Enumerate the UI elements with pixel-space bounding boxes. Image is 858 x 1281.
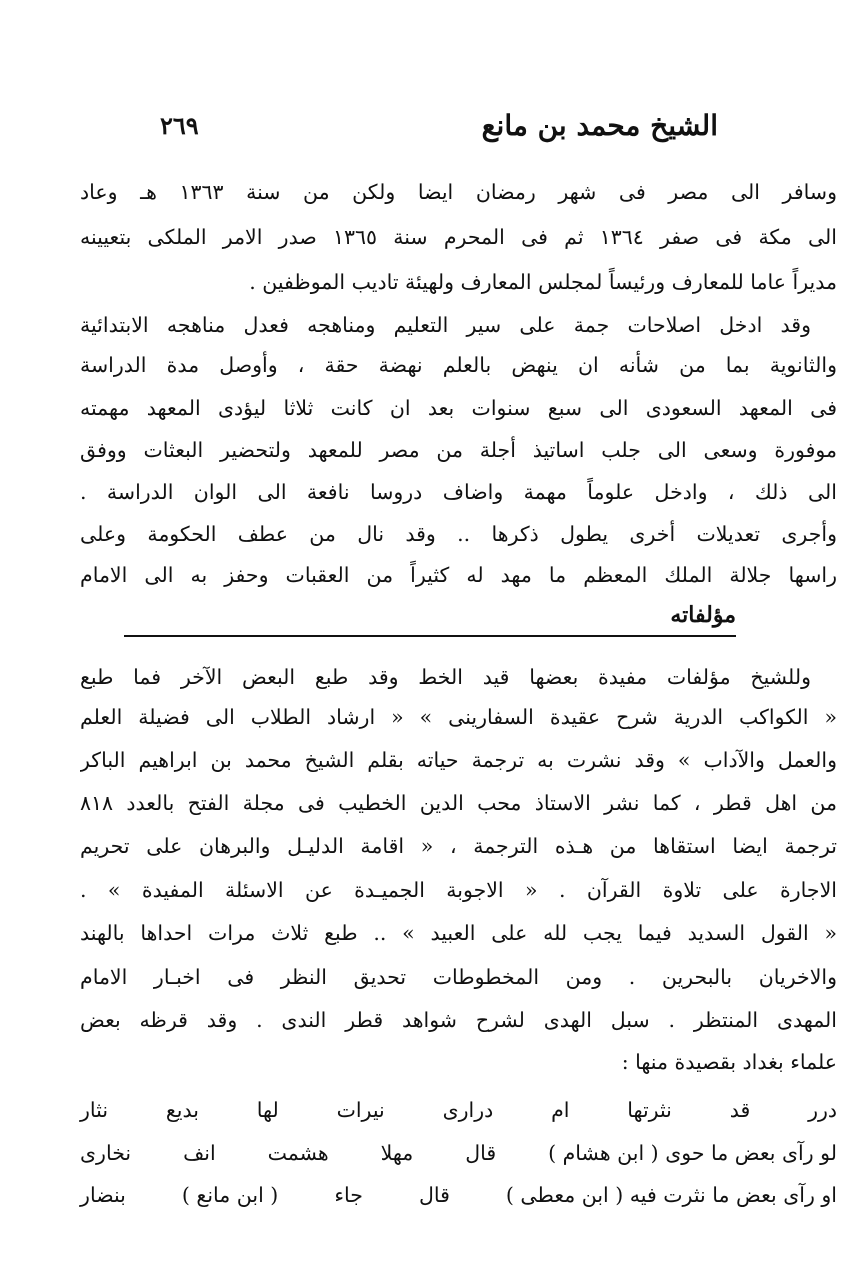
verse-word: لو رآى بعض ما حوى ( ابن هشام ) [548, 1141, 837, 1165]
verse-word: قال [465, 1141, 497, 1165]
verse-word: لها [256, 1098, 279, 1122]
verse-line [80, 1133, 837, 1173]
verse-word: بديع [165, 1098, 199, 1122]
verse-word: درارى [442, 1098, 494, 1122]
verse-word: نثرتها [627, 1098, 672, 1122]
paragraph-line: والثانوية بما من شأنه ان ينهض بالعلم نهضة حقة ، وأوصل مدة الدراسة [80, 353, 837, 377]
section-heading: مؤلفاته [670, 602, 736, 628]
verse-word: جاء [334, 1183, 363, 1207]
paragraph-line: من اهل قطر ، كما نشر الاستاذ محب الدين الخطيب فى مجلة الفتح بالعدد ٨١٨ [80, 791, 837, 815]
paragraph-line: المهدى المنتظر . سبل الهدى لشرح شواهد قطر الندى . وقد قرظه بعض [80, 1008, 837, 1032]
verse-word: انف [183, 1141, 216, 1165]
paragraph-line: موفورة وسعى الى جلب اساتيذ أجلة من مصر للمعهد ولتحضير البعثات ووفق [80, 438, 837, 462]
paragraph-line: فى المعهد السعودى الى سبع سنوات بعد ان كانت ثلاثا ليؤدى المعهد مهمته [80, 396, 837, 420]
verse-word: ( ابن مانع ) [181, 1183, 279, 1207]
paragraph-line: ترجمة ايضا استقاها من هـذه الترجمة ، « اقامة الدليـل والبرهان على تحريم [80, 834, 837, 858]
page-number: ٢٦٩ [160, 110, 199, 140]
paragraph-line: الى مكة فى صفر ١٣٦٤ ثم فى المحرم سنة ١٣٦٥ صدر الامر الملكى بتعيينه [80, 225, 837, 249]
verse-word: نثار [80, 1098, 109, 1122]
verse-word: نيرات [336, 1098, 385, 1122]
heading-rule [124, 635, 736, 637]
verse-word: بنضار [80, 1183, 126, 1207]
paragraph-line: وأجرى تعديلات أخرى يطول ذكرها .. وقد نال من عطف الحكومة وعلى [80, 522, 837, 546]
paragraph-line: راسها جلالة الملك المعظم ما مهد له كثيراً من العقبات وحفز به الى الامام [80, 563, 837, 587]
page-header [160, 100, 718, 150]
paragraph-line: والعمل والآداب » وقد نشرت به ترجمة حياته بقلم الشيخ محمد بن ابراهيم الباكر [80, 748, 837, 772]
verse-word: نخارى [80, 1141, 132, 1165]
verse-word: قال [418, 1183, 450, 1207]
verse-word: درر [808, 1098, 837, 1122]
paragraph-line: وسافر الى مصر فى شهر رمضان ايضا ولكن من سنة ١٣٦٣ هـ وعاد [80, 180, 837, 204]
verse-line [80, 1090, 837, 1130]
paragraph-line: وللشيخ مؤلفات مفيدة بعضها قيد الخط وقد طبع البعض الآخر فما طبع [80, 665, 811, 689]
paragraph-line: « القول السديد فيما يجب لله على العبيد » .. طبع ثلاث مرات احداها بالهند [80, 921, 837, 945]
paragraph-line: الى ذلك ، وادخل علوماً مهمة واضاف دروسا نافعة الى الوان الدراسة . [80, 480, 837, 504]
paragraph-line: الاجارة على تلاوة القرآن . « الاجوبة الجميـدة عن الاسئلة المفيدة » . [80, 878, 837, 902]
paragraph-line: وقد ادخل اصلاحات جمة على سير التعليم ومناهجه فعدل مناهجه الابتدائية [80, 313, 811, 337]
paragraph-line: « الكواكب الدرية شرح عقيدة السفارينى » « ارشاد الطلاب الى فضيلة العلم [80, 705, 837, 729]
verse-word: هشمت [267, 1141, 329, 1165]
running-title: الشيخ محمد بن مانع [481, 108, 718, 142]
paragraph-line: والاخريان بالبحرين . ومن المخطوطات تحديق النظر فى اخبـار الامام [80, 965, 837, 989]
verse-line [80, 1175, 837, 1215]
verse-word: قد [729, 1098, 751, 1122]
verse-word: مهلا [380, 1141, 414, 1165]
verse-word: او رآى بعض ما نثرت فيه ( ابن معطى ) [505, 1183, 837, 1207]
verse-word: ام [551, 1098, 570, 1122]
paragraph-line: علماء بغداد بقصيدة منها : [621, 1050, 837, 1074]
paragraph-line: مديراً عاما للمعارف ورئيساً لمجلس المعارف ولهيئة تاديب الموظفين . [249, 270, 837, 294]
